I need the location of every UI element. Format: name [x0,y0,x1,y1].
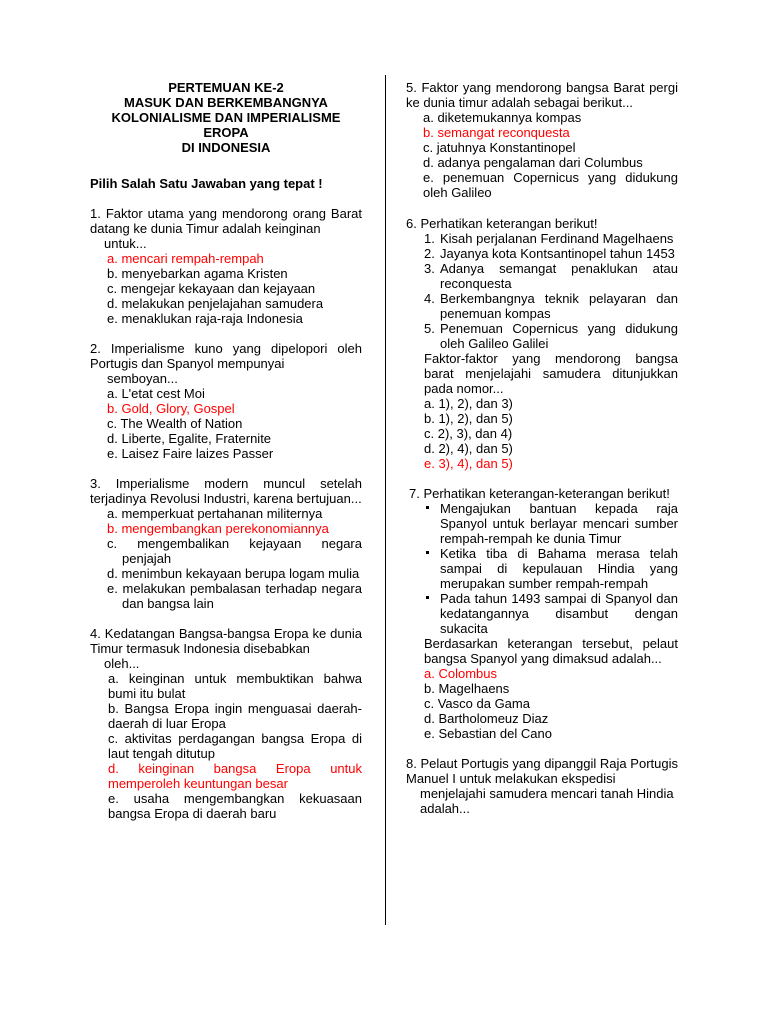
bullet-list [406,501,678,636]
option-b-answer: b. mengembangkan perekonomiannya [107,521,329,536]
question-text: 3. Imperialisme modern muncul setelah terjadinya Revolusi Industri, karena bertujuan... [90,476,362,506]
left-column [90,80,362,821]
question-text-cont: oleh... [104,656,140,671]
option-c: c. mengejar kekayaan dan kejayaan [107,281,316,296]
option-a: a. 1), 2), dan 3) [424,396,513,411]
question-text: 5. Faktor yang mendorong bangsa Barat pergi ke dunia timur adalah sebagai berikut... [406,80,678,110]
right-column [406,80,678,816]
list-item [406,546,678,591]
option-b: b. Bangsa Eropa ingin menguasai daerah-daerah di luar Eropa [108,701,362,731]
numbered-list [406,231,678,351]
question-text: 2. Imperialisme kuno yang dipelopori oleh Portugis dan Spanyol mempunyai [90,341,362,371]
question-text-cont: untuk... [104,236,147,251]
item-text: Jayanya kota Kontsantinopel tahun 1453 [440,246,675,261]
title-line: DI INDONESIA [181,140,271,155]
option-a-answer: a. mencari rempah-rempah [107,251,264,266]
question-text: 6. Perhatikan keterangan berikut! [406,216,598,231]
item-text: Adanya semangat penaklukan atau reconquesta [440,261,678,291]
title-line: PERTEMUAN KE-2 [168,80,284,95]
option-b: b. menyebarkan agama Kristen [107,266,288,281]
option-c: c. mengembalikan kejayaan negara penjajah [107,536,362,566]
option-a: a. diketemukannya kompas [423,110,582,125]
option-c: c. jatuhnya Konstantinopel [423,140,576,155]
option-e-answer: e. 3), 4), dan 5) [424,456,513,471]
question-text: 4. Kedatangan Bangsa-bangsa Eropa ke dunia Timur termasuk Indonesia disebabkan [90,626,362,656]
option-b-answer: b. Gold, Glory, Gospel [107,401,235,416]
option-d: d. 2), 4), dan 5) [424,441,513,456]
list-item [406,246,678,261]
instruction: Pilih Salah Satu Jawaban yang tepat ! [90,176,323,191]
document-title [90,80,362,155]
item-text: Kisah perjalanan Ferdinand Magelhaens [440,231,674,246]
option-e: e. melakukan pembalasan terhadap negara dan bangsa lain [107,581,362,611]
option-d: d. Liberte, Egalite, Fraternite [107,431,272,446]
option-a: a. keinginan untuk membuktikan bahwa bumi itu bulat [108,671,362,701]
question-text: 8. Pelaut Portugis yang dipanggil Raja Portugis Manuel I untuk melakukan ekspedisi [406,756,678,786]
option-e: e. penemuan Copernicus yang didukung oleh Galileo [423,170,678,200]
option-d: d. menimbun kekayaan berupa logam mulia [107,566,360,581]
item-text: Ketika tiba di Bahama merasa telah sampai di kepulauan Hindia yang merupakan sumber rempah-rempah [440,546,678,591]
option-e: e. Laisez Faire laizes Passer [107,446,274,461]
item-number: 5. [424,321,435,336]
bullet-icon [426,596,429,599]
question-text-cont: semboyan... [107,371,178,386]
item-text: Pada tahun 1493 sampai di Spanyol dan kedatangannya disambut dengan sukacita [440,591,678,636]
option-a-answer: a. Colombus [424,666,497,681]
option-e: e. menaklukan raja-raja Indonesia [107,311,303,326]
option-d: d. Bartholomeuz Diaz [424,711,549,726]
option-d: d. melakukan penjelajahan samudera [107,296,324,311]
question-stem: Berdasarkan keterangan tersebut, pelaut bangsa Spanyol yang dimaksud adalah... [424,636,678,666]
option-c: c. 2), 3), dan 4) [424,426,513,441]
option-a: a. memperkuat pertahanan militernya [107,506,323,521]
question-text-cont: menjelajahi samudera mencari tanah Hindia adalah... [420,786,674,816]
option-a: a. L'etat cest Moi [107,386,205,401]
title-line: EROPA [203,125,249,140]
bullet-icon [426,506,429,509]
option-b-answer: b. semangat reconquesta [423,125,570,140]
question-6 [406,216,678,471]
option-c: c. aktivitas perdagangan bangsa Eropa di laut tengah ditutup [108,731,362,761]
item-text: Mengajukan bantuan kepada raja Spanyol untuk berlayar mencari sumber rempah-rempah ke dunia Timur [440,501,678,546]
item-number: 3. [424,261,435,276]
option-e: e. Sebastian del Cano [424,726,552,741]
list-item [406,321,678,351]
question-5 [406,80,678,200]
list-item [406,501,678,546]
list-item [406,231,678,246]
option-b: b. 1), 2), dan 5) [424,411,513,426]
item-text: Penemuan Copernicus yang didukung oleh Galileo Galilei [440,321,678,351]
list-item [406,261,678,291]
list-item [406,591,678,636]
list-item [406,291,678,321]
item-number: 2. [424,246,435,261]
question-text: 1. Faktor utama yang mendorong orang Barat datang ke dunia Timur adalah keinginan [90,206,362,236]
question-7 [406,486,678,741]
question-3 [90,476,362,611]
item-number: 4. [424,291,435,306]
option-b: b. Magelhaens [424,681,510,696]
question-text: 7. Perhatikan keterangan-keterangan berikut! [409,486,670,501]
question-8 [406,756,678,816]
question-1 [90,206,362,326]
title-line: MASUK DAN BERKEMBANGNYA [124,95,328,110]
option-e: e. usaha mengembangkan kekuasaan bangsa Eropa di daerah baru [108,791,362,821]
question-stem: Faktor-faktor yang mendorong bangsa barat menjelajahi samudera ditunjukkan pada nomor... [424,351,678,396]
option-d: d. adanya pengalaman dari Columbus [423,155,643,170]
item-number: 1. [424,231,435,246]
question-4 [90,626,362,821]
option-d-answer: d. keinginan bangsa Eropa untuk memperoleh keuntungan besar [108,761,362,791]
bullet-icon [426,551,429,554]
item-text: Berkembangnya teknik pelayaran dan penemuan kompas [440,291,678,321]
column-divider [385,75,386,925]
title-line: KOLONIALISME DAN IMPERIALISME [111,110,341,125]
option-c: c. Vasco da Gama [424,696,530,711]
question-2 [90,341,362,461]
option-c: c. The Wealth of Nation [107,416,243,431]
